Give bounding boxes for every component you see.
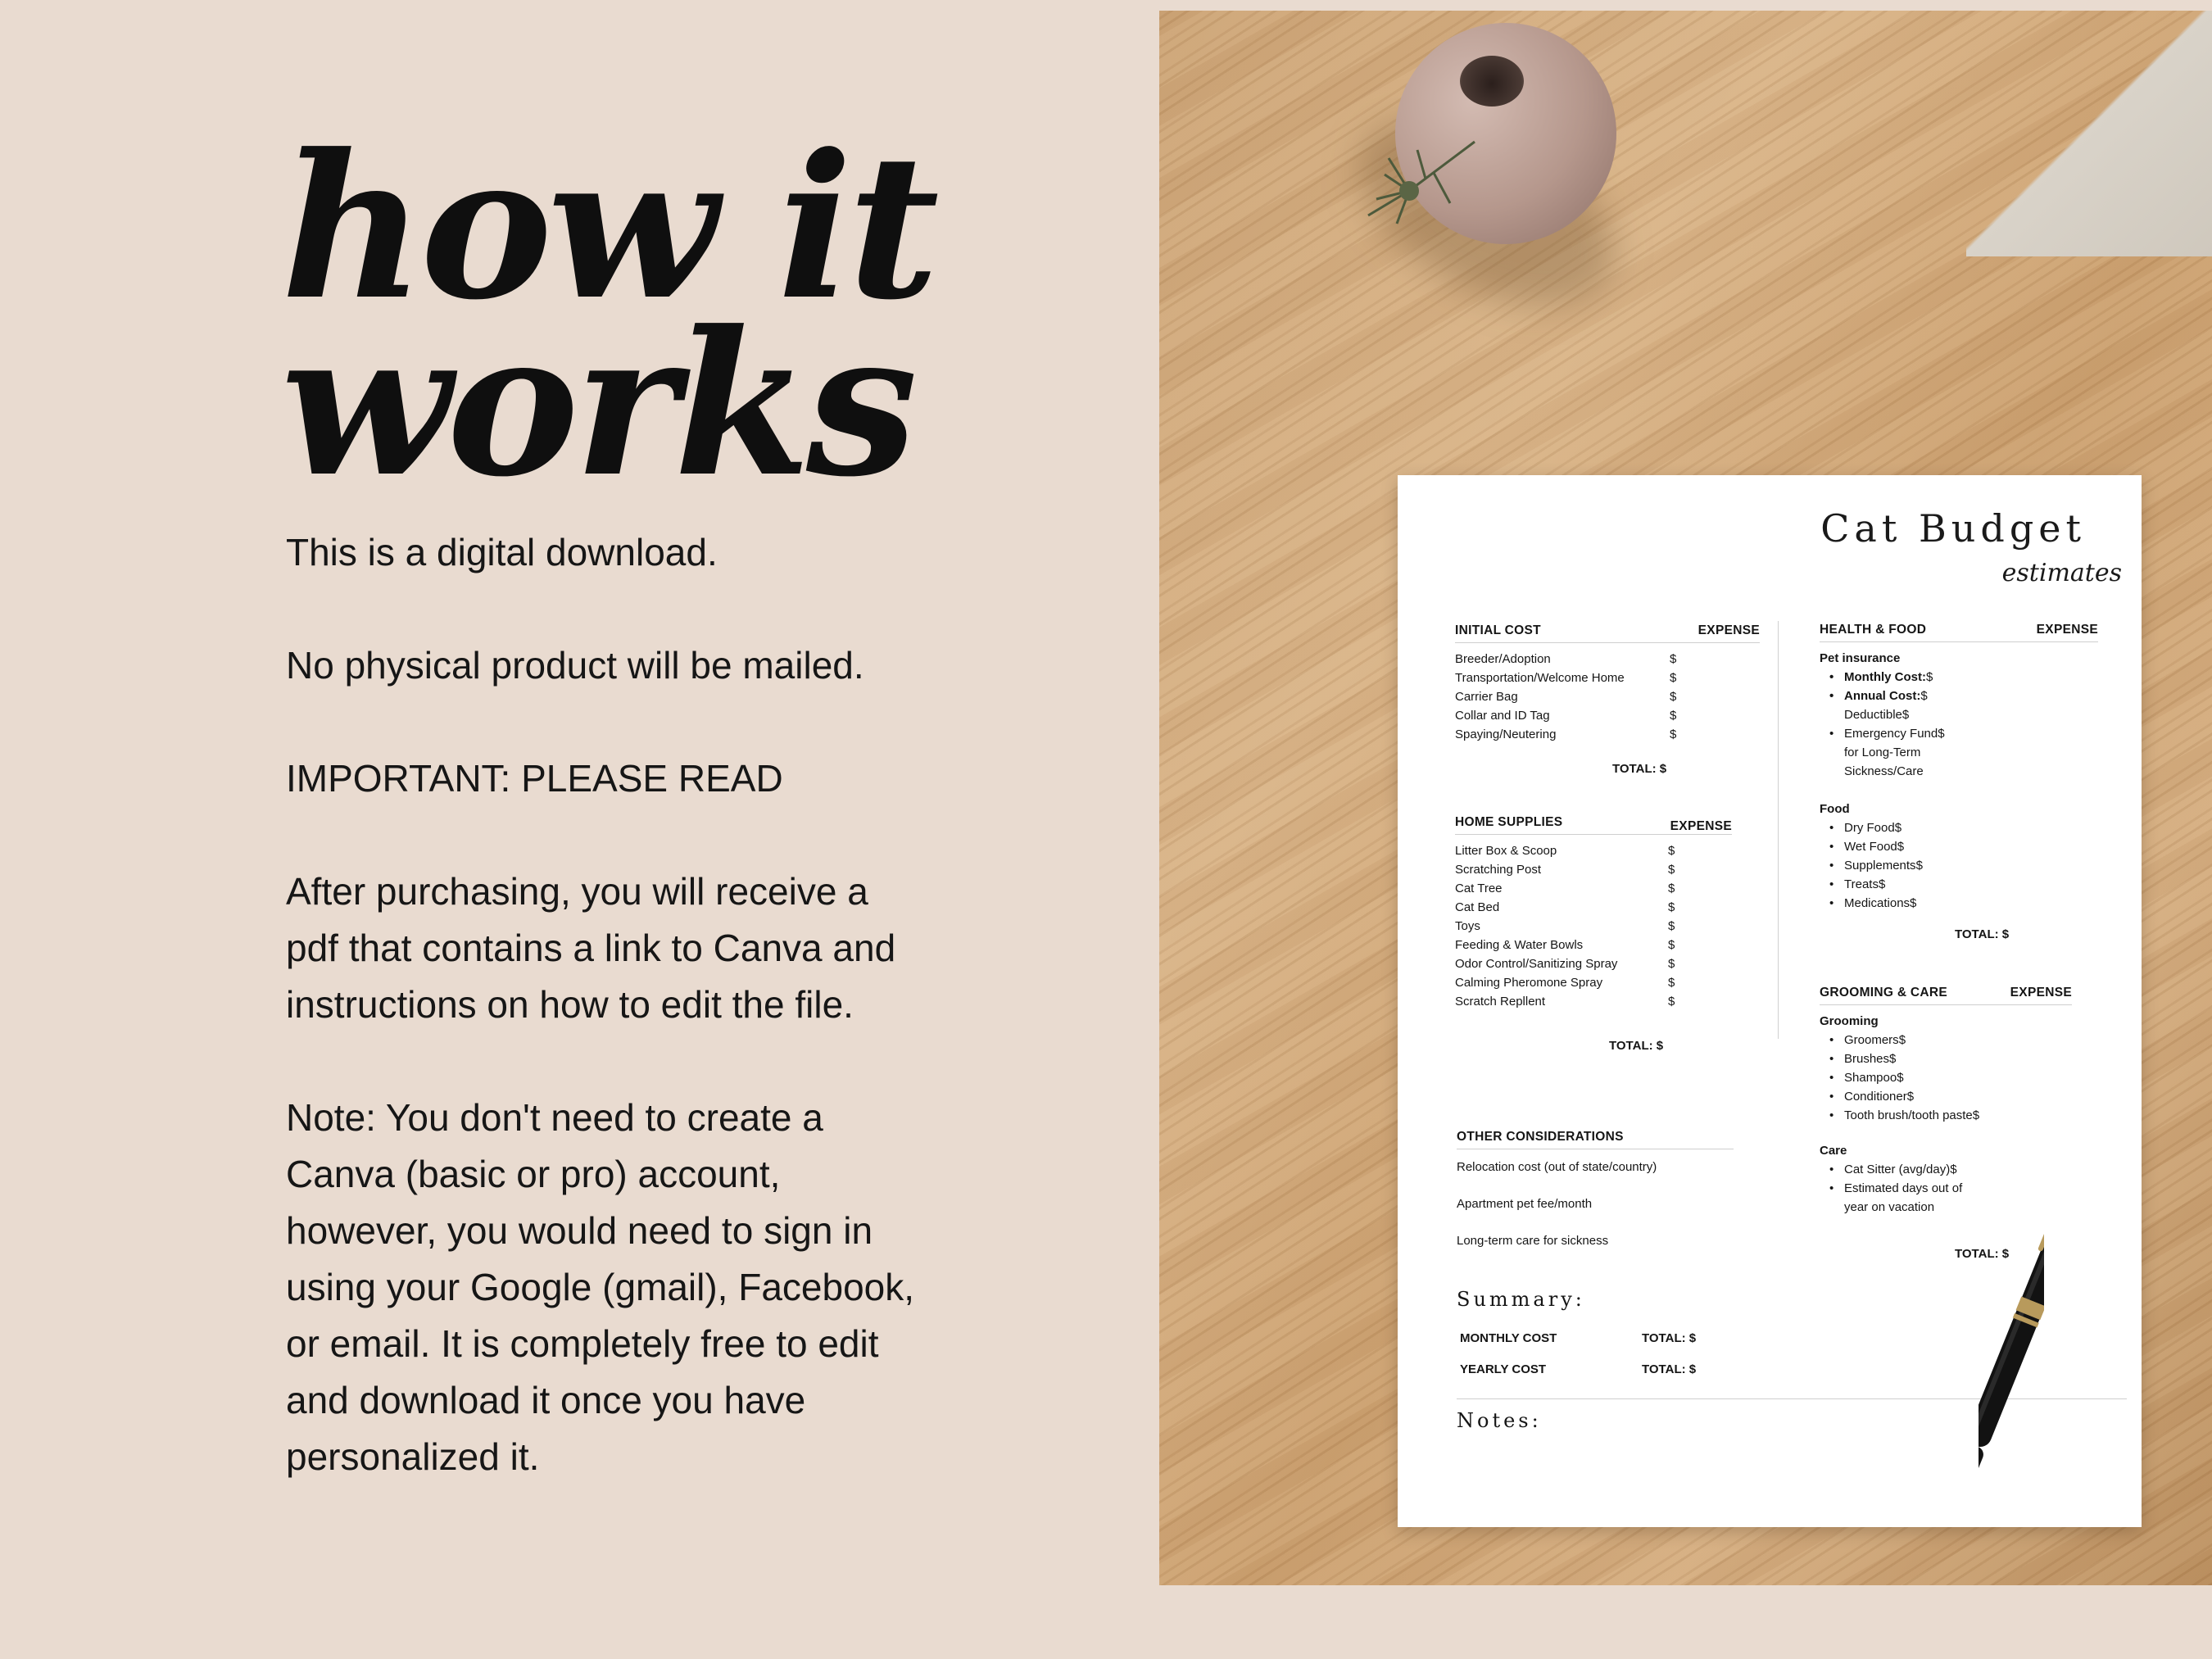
paragraph-no-mail: No physical product will be mailed. xyxy=(286,644,864,687)
vase-opening xyxy=(1460,56,1524,107)
list-item: Cat Bed $ xyxy=(1455,900,1675,914)
list-item: Long-term care for sickness xyxy=(1457,1234,1609,1248)
page-heading xyxy=(281,111,935,521)
paragraph-important: IMPORTANT: PLEASE READ xyxy=(286,757,783,800)
paragraph-after-line-1: After purchasing, you will receive a xyxy=(286,870,868,913)
care-label: Care xyxy=(1820,1144,1847,1158)
paragraph-note-line-6: and download it once you have xyxy=(286,1379,806,1421)
pen-icon xyxy=(1979,1092,2044,1585)
paragraph-note-line-5: or email. It is completely free to edit xyxy=(286,1322,879,1365)
section-header xyxy=(1457,1127,1734,1149)
paragraph-note-line-2: Canva (basic or pro) account, xyxy=(286,1153,781,1195)
health-total: TOTAL: $ xyxy=(1955,927,2010,941)
instructions-text xyxy=(286,524,1122,1485)
paragraph-note-line-1: Note: You don't need to create a xyxy=(286,1096,823,1139)
list-item: • Monthly Cost:$ xyxy=(1820,668,2098,687)
list-item: • Emergency Fund$ xyxy=(1820,724,2098,743)
list-item: Breeder/Adoption $ xyxy=(1455,652,1677,666)
food-label: Food xyxy=(1820,802,1850,816)
list-item: Collar and ID Tag $ xyxy=(1455,709,1677,723)
home-total: TOTAL: $ xyxy=(1609,1039,1664,1053)
list-item: • Tooth brush/tooth paste$ xyxy=(1820,1106,2072,1125)
list-item-continued: Sickness/Care xyxy=(1844,764,1924,778)
list-item-continued: for Long-Term xyxy=(1844,746,1921,759)
list-item: • Wet Food$ xyxy=(1820,837,2098,856)
dried-flower-icon xyxy=(1352,125,1483,240)
expense-label: EXPENSE xyxy=(2010,986,2072,999)
summary-heading: Summary: xyxy=(1457,1288,1585,1311)
doc-title: Cat Budget xyxy=(1820,506,2086,551)
list-item: • Estimated days out of xyxy=(1820,1179,2072,1198)
section-title: GROOMING & CARE xyxy=(1820,986,1948,999)
list-item: • Cat Sitter (avg/day)$ xyxy=(1820,1160,2072,1179)
list-item: Feeding & Water Bowls $ xyxy=(1455,938,1675,952)
initial-total: TOTAL: $ xyxy=(1612,762,1667,776)
paragraph-note-line-3: however, you would need to sign in xyxy=(286,1209,873,1252)
paragraph-after-line-2: pdf that contains a link to Canva and xyxy=(286,927,896,969)
paragraph-note-line-7: personalized it. xyxy=(286,1435,540,1478)
section-title: OTHER CONSIDERATIONS xyxy=(1457,1130,1624,1144)
section-title: HEALTH & FOOD xyxy=(1820,623,1927,637)
list-item: • Shampoo$ xyxy=(1820,1068,2072,1087)
list-item: • Supplements$ xyxy=(1820,856,2098,875)
list-item: Scratch Repllent $ xyxy=(1455,995,1675,1009)
list-item: • Conditioner$ xyxy=(1820,1087,2072,1106)
section-header xyxy=(1820,620,2098,642)
list-item: Odor Control/Sanitizing Spray $ xyxy=(1455,957,1675,971)
paragraph-download: This is a digital download. xyxy=(286,531,718,573)
expense-label: EXPENSE xyxy=(1698,623,1760,637)
product-photo xyxy=(1159,11,2212,1585)
doc-subtitle: estimates xyxy=(2001,559,2122,587)
section-header xyxy=(1820,983,2072,1005)
list-item: Cat Tree $ xyxy=(1455,882,1675,895)
expense-label: EXPENSE xyxy=(2036,623,2098,637)
list-item: • Annual Cost:$ xyxy=(1820,687,2098,705)
heading-line-2: works xyxy=(281,288,913,521)
list-item: Relocation cost (out of state/country) xyxy=(1457,1160,1657,1174)
list-item: • Dry Food$ xyxy=(1820,818,2098,837)
section-header xyxy=(1455,621,1760,643)
heading-line-1: how it xyxy=(281,111,935,344)
list-item: Apartment pet fee/month xyxy=(1457,1197,1593,1211)
monthly-total: TOTAL: $ xyxy=(1642,1331,1697,1345)
expense-label: EXPENSE xyxy=(1670,819,1732,833)
wall-corner xyxy=(1966,11,2212,256)
section-title: HOME SUPPLIES xyxy=(1455,815,1563,829)
list-item: • Treats$ xyxy=(1820,875,2098,894)
pet-insurance-label: Pet insurance xyxy=(1820,651,1901,665)
list-item: • Medications$ xyxy=(1820,894,2098,913)
section-initial-cost xyxy=(1455,621,1760,744)
list-item: • Brushes$ xyxy=(1820,1049,2072,1068)
column-divider xyxy=(1778,621,1779,1039)
section-header xyxy=(1455,813,1732,835)
grooming-total: TOTAL: $ xyxy=(1955,1247,2010,1261)
list-item: Toys $ xyxy=(1455,919,1675,933)
grooming-label: Grooming xyxy=(1820,1014,1879,1028)
list-item: Carrier Bag $ xyxy=(1455,690,1677,704)
monthly-cost-label: MONTHLY COST xyxy=(1460,1331,1557,1345)
list-item: Deductible$ xyxy=(1844,708,1910,722)
notes-heading: Notes: xyxy=(1457,1409,1542,1432)
list-item: Transportation/Welcome Home $ xyxy=(1455,671,1677,685)
paragraph-note-line-4: using your Google (gmail), Facebook, xyxy=(286,1266,915,1308)
list-item: Scratching Post $ xyxy=(1455,863,1675,877)
list-item: Litter Box & Scoop $ xyxy=(1455,844,1675,858)
yearly-cost-label: YEARLY COST xyxy=(1460,1362,1547,1376)
list-item: Calming Pheromone Spray $ xyxy=(1455,976,1675,990)
paragraph-after-line-3: instructions on how to edit the file. xyxy=(286,983,854,1026)
section-other-considerations xyxy=(1457,1127,1734,1250)
list-item: • Groomers$ xyxy=(1820,1031,2072,1049)
list-item-continued: year on vacation xyxy=(1844,1200,1935,1214)
yearly-total: TOTAL: $ xyxy=(1642,1362,1697,1376)
section-health-food xyxy=(1820,620,2098,913)
section-title: INITIAL COST xyxy=(1455,623,1541,637)
list-item: Spaying/Neutering $ xyxy=(1455,728,1677,741)
section-home-supplies xyxy=(1455,813,1732,1011)
